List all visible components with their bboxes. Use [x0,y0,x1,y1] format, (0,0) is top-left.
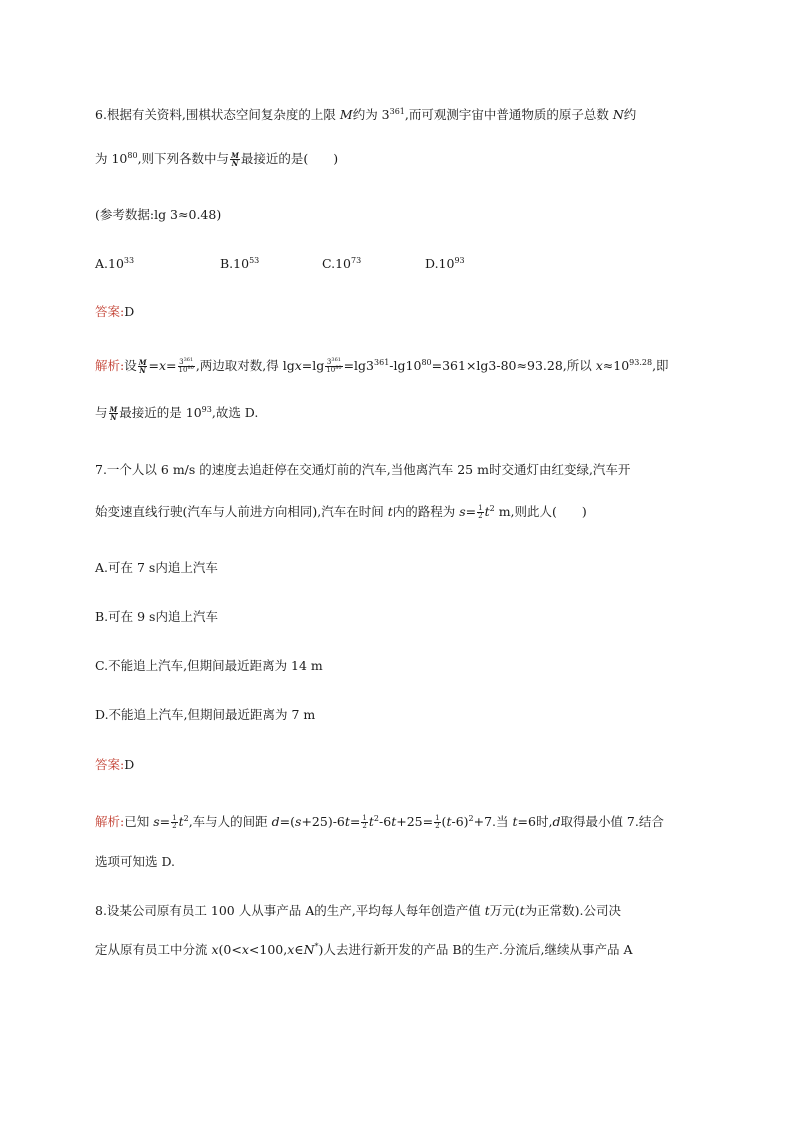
fraction-M-over-N: $\frac{M}{N}$ [231,151,239,168]
q7-analysis-line2: 选项可知选 D. [95,854,176,869]
fraction-M-over-N: $\frac{M}{N}$ [138,358,147,375]
q6-analysis-line1: 解析:设 $\frac{M}{N}$ =x= $\frac{3^{361}}{10^{80}}$ ,两边取对数,得 lgx=lg $\frac{3^{361}}{10^{80}}$ $=\lg 3^{361}-\lg 10^{80}=361\times\lg 3-80\approx 93.28$,所以 $x\approx 10^{93.28}$,即 [95,357,669,375]
q7-option-c: C.不能追上汽车,但期间最近距离为 14 m [95,658,323,673]
q6-option-d: $D.10^{93}$ [425,256,465,271]
q8-line2: 定从原有员工中分流 x(0<x<100,x∈N*)人去进行新开发的产品 B的生产.分流后,继续从事产品 A [95,942,633,957]
fraction-one-half: $\frac{1}{2}$ [362,814,367,830]
q6-line2: 为 $10^{80}$,则下列各数中与 $\frac{M}{N}$ 最接近的是( ) [95,151,339,168]
fraction-one-half: $\frac{1}{2}$ [172,814,177,830]
fraction-3-over-10: $\frac{3^{361}}{10^{80}}$ [326,357,342,374]
q6-option-c: $C.10^{73}$ [322,256,362,271]
q7-line2: 始变速直线行驶(汽车与人前进方向相同),汽车在时间 t内的路程为 s= $\frac{1}{2}$ $t^2$ m,则此人( ) [95,504,587,520]
fraction-M-over-N: $\frac{M}{N}$ [109,405,118,422]
q8-line1: 8.设某公司原有员工 100 人从事产品 A的生产,平均每人每年创造产值 t万元(t为正常数).公司决 [95,903,621,918]
fraction-one-half: $\frac{1}{2}$ [478,504,483,520]
fraction-one-half: $\frac{1}{2}$ [435,814,440,830]
q7-line1: 7.一个人以 6 m/s 的速度去追赶停在交通灯前的汽车,当他离汽车 25 m时交通灯由红变绿,汽车开 [95,462,631,477]
q7-option-d: D.不能追上汽车,但期间最近距离为 7 m [95,707,316,722]
q7-option-a: A.可在 7 s内追上汽车 [95,560,218,575]
q6-reference-data: (参考数据:lg 3≈0.48) [95,207,222,222]
q7-analysis-line1: 解析:已知 s= $\frac{1}{2}$ $t^2$,车与人的间距 d=(s+25)-6t= $\frac{1}{2}$ $t^2-6t+25=$ $\frac{1}{2}$ $(t-6)^2+7$.当 t=6时,d取得最小值 7.结合 [95,814,664,830]
q6-line1: 6.根据有关资料,围棋状态空间复杂度的上限 M约为 $3^{361}$,而可观测宇宙中普通物质的原子总数 N约 [95,107,637,122]
q6-option-b: $B.10^{53}$ [220,256,260,271]
q7-option-b: B.可在 9 s内追上汽车 [95,609,218,624]
q6-answer: 答案:D [95,304,135,319]
q7-answer: 答案:D [95,757,135,772]
q6-analysis-line2: 与 $\frac{M}{N}$ 最接近的是 $10^{93}$,故选 D. [95,405,259,422]
fraction-3-over-10: $\frac{3^{361}}{10^{80}}$ [178,357,194,374]
q6-option-a: $A.10^{33}$ [95,256,135,271]
